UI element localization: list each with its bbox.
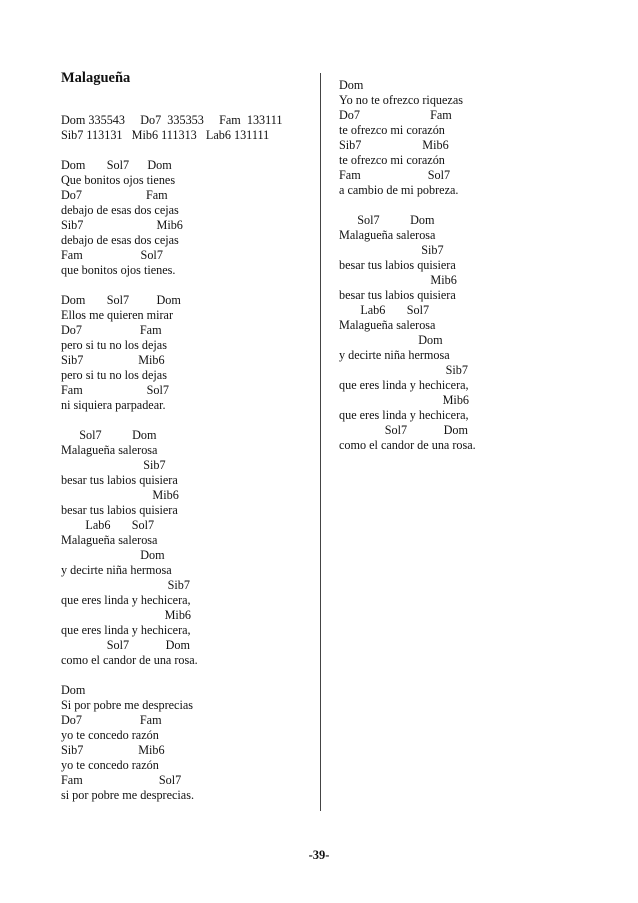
lyric-line: Sib7: [339, 363, 468, 377]
lyric-line: Si por pobre me desprecias: [61, 698, 193, 712]
lyric-line: Malagueña salerosa: [61, 533, 158, 547]
lyric-line: que eres linda y hechicera,: [61, 623, 191, 637]
lyric-line: Sol7 Dom: [339, 213, 435, 227]
lyric-line: Do7 Fam: [61, 323, 162, 337]
lyric-line: debajo de esas dos cejas: [61, 233, 179, 247]
lyric-line: Malagueña salerosa: [339, 318, 436, 332]
lyric-line: Ellos me quieren mirar: [61, 308, 174, 322]
lyric-line: Malagueña salerosa: [339, 228, 436, 242]
lyric-line: debajo de esas dos cejas: [61, 203, 179, 217]
lyric-line: Lab6 Sol7: [339, 303, 430, 317]
lyric-line: besar tus labios quisiera: [339, 258, 456, 272]
lyric-line: Que bonitos ojos tienes: [61, 173, 176, 187]
lyric-line: Mib6: [61, 608, 192, 622]
lyric-line: Sol7 Dom: [61, 638, 190, 652]
lyric-line: Sib7: [61, 578, 190, 592]
lyric-line: Dom: [339, 78, 364, 92]
lyric-line: Mib6: [339, 393, 470, 407]
lyric-line: Sib7 Mib6: [61, 353, 165, 367]
lyric-line: Fam Sol7: [61, 248, 163, 262]
lyric-line: Do7 Fam: [61, 713, 162, 727]
lyric-line: besar tus labios quisiera: [61, 473, 178, 487]
lyric-line: Sib7 Mib6: [61, 743, 165, 757]
lyric-line: Sib7 Mib6: [339, 138, 449, 152]
lyric-line: Sol7 Dom: [61, 428, 157, 442]
lyric-line: te ofrezco mi corazón: [339, 153, 445, 167]
lyric-line: Sib7: [61, 458, 166, 472]
lyric-line: como el candor de una rosa.: [339, 438, 476, 452]
lyric-line: te ofrezco mi corazón: [339, 123, 445, 137]
lyric-line: Yo no te ofrezco riquezas: [339, 93, 463, 107]
lyric-line: Sol7 Dom: [339, 423, 468, 437]
lyric-line: que eres linda y hechicera,: [61, 593, 191, 607]
lyric-line: Dom Sol7 Dom: [61, 293, 181, 307]
lyric-line: Do7 Fam: [339, 108, 452, 122]
lyric-line: Dom: [61, 548, 165, 562]
lyric-line: Mib6: [61, 488, 179, 502]
lyric-line: Dom Sol7 Dom: [61, 158, 172, 172]
page-number: -39-: [308, 848, 330, 862]
lyric-line: yo te concedo razón: [61, 758, 159, 772]
lyric-line: pero si tu no los dejas: [61, 368, 167, 382]
lyric-line: si por pobre me desprecias.: [61, 788, 195, 802]
lyric-line: Sib7 Mib6: [61, 218, 183, 232]
lyric-line: yo te concedo razón: [61, 728, 159, 742]
lyric-line: Lab6 Sol7: [61, 518, 155, 532]
lyric-line: Sib7 113131 Mib6 111313 Lab6 131111: [61, 128, 270, 142]
lyric-line: y decirte niña hermosa: [339, 348, 450, 362]
lyric-line: Sib7: [339, 243, 444, 257]
lyric-line: besar tus labios quisiera: [61, 503, 178, 517]
lyric-line: Mib6: [339, 273, 457, 287]
lyric-line: ni siquiera parpadear.: [61, 398, 166, 412]
lyric-line: Malagueña salerosa: [61, 443, 158, 457]
column-divider: [320, 73, 321, 811]
lyric-line: que bonitos ojos tienes.: [61, 263, 176, 277]
lyric-line: y decirte niña hermosa: [61, 563, 172, 577]
lyric-line: Dom: [339, 333, 443, 347]
lyric-line: Fam Sol7: [339, 168, 451, 182]
lyric-line: pero si tu no los dejas: [61, 338, 167, 352]
lyric-line: Do7 Fam: [61, 188, 168, 202]
song-title: Malagueña: [61, 70, 131, 86]
lyric-line: que eres linda y hechicera,: [339, 378, 469, 392]
lyric-line: Dom 335543 Do7 335353 Fam 133111: [61, 113, 283, 127]
lyric-line: Fam Sol7: [61, 383, 170, 397]
lyric-line: Fam Sol7: [61, 773, 182, 787]
lyric-line: Dom: [61, 683, 86, 697]
lyric-line: como el candor de una rosa.: [61, 653, 198, 667]
lyric-line: que eres linda y hechicera,: [339, 408, 469, 422]
lyric-line: besar tus labios quisiera: [339, 288, 456, 302]
lyric-line: a cambio de mi pobreza.: [339, 183, 459, 197]
